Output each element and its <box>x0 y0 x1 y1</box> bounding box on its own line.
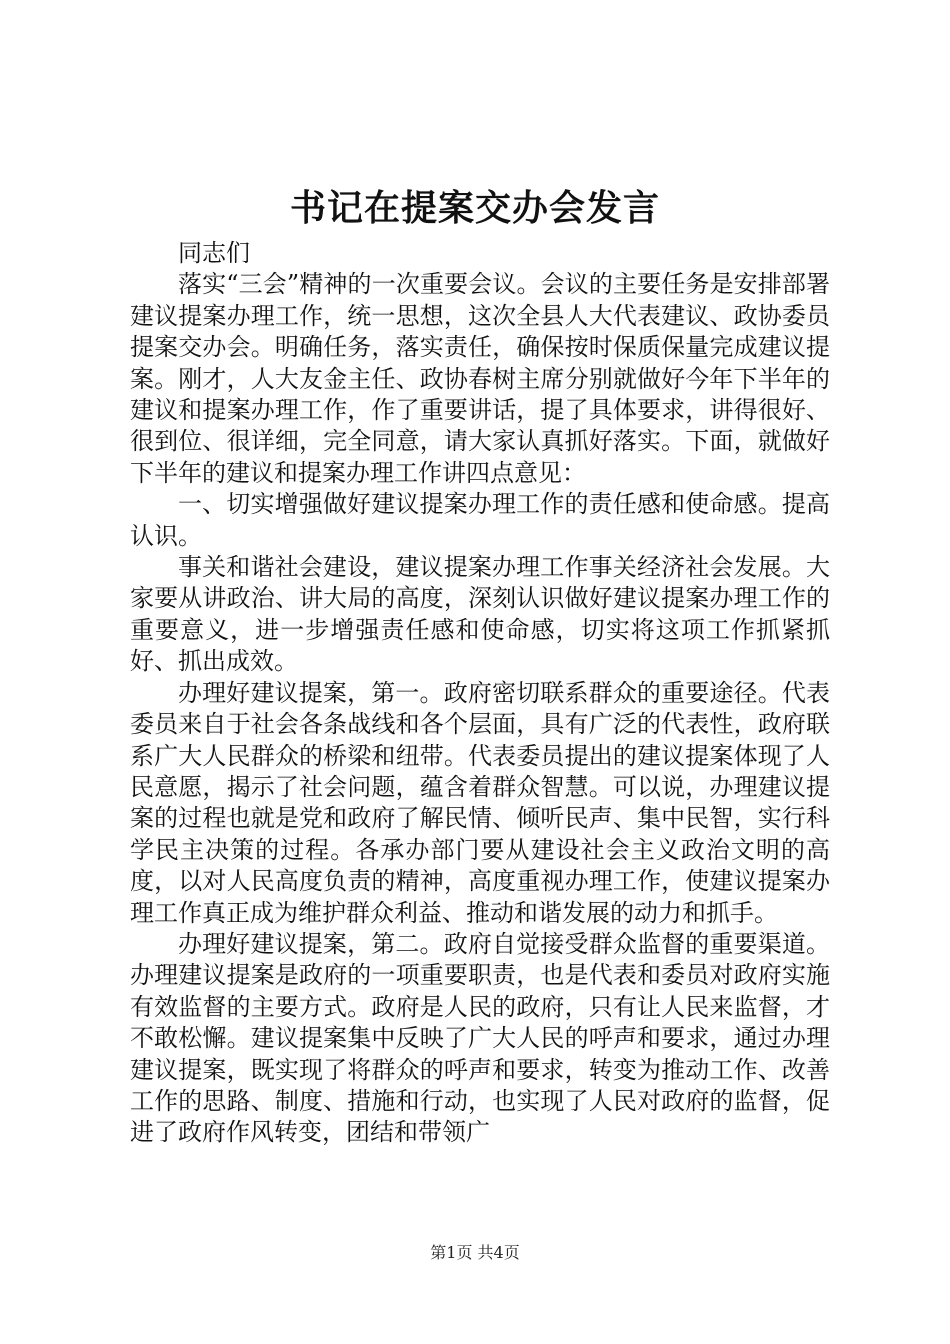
document-title: 书记在提案交办会发言 <box>289 187 660 229</box>
paragraph-intro: 落实“三会”精神的一次重要会议。会议的主要任务是安排部署建议提案办理工作，统一思想，这次全县人大代表建议、政协委员提案交办会。明确任务，落实责任，确保按时保质保量完成建议提案。刚才，人大友金主任、政协春树主席分别就做好今年下半年的建议和提案办理工作，作了重要讲话，提了具体要求，讲得很好、很到位、很详细，完全同意，请大家认真抓好落实。下面，就做好下半年的建议和提案办理工作讲四点意见： <box>130 270 830 487</box>
paragraph-salutation: 同志们 <box>178 239 250 267</box>
page-number-footer: 第1页 共4页 <box>430 1243 520 1262</box>
paragraph-section-one-body: 事关和谐社会建设，建议提案办理工作事关经济社会发展。大家要从讲政治、讲大局的高度，深刻认识做好建议提案办理工作的重要意义，进一步增强责任感和使命感，切实将这项工作抓紧抓好、抓出成效。 <box>130 553 830 676</box>
paragraph-point-one: 办理好建议提案，第一。政府密切联系群众的重要途径。代表委员来自于社会各条战线和各个层面，具有广泛的代表性，政府联系广大人民群众的桥梁和纽带。代表委员提出的建议提案体现了人民意愿，揭示了社会问题，蕴含着群众智慧。可以说，办理建议提案的过程也就是党和政府了解民情、倾听民声、集中民智，实行科学民主决策的过程。各承办部门要从建设社会主义政治文明的高度，以对人民高度负责的精神，高度重视办理工作，使建议提案办理工作真正成为维护群众利益、推动和谐发展的动力和抓手。 <box>130 678 830 927</box>
paragraph-point-two: 办理好建议提案，第二。政府自觉接受群众监督的重要渠道。办理建议提案是政府的一项重要职责，也是代表和委员对政府实施有效监督的主要方式。政府是人民的政府，只有让人民来监督，才不敢松懈。建议提案集中反映了广大人民的呼声和要求，通过办理建议提案，既实现了将群众的呼声和要求，转变为推动工作、改善工作的思路、制度、措施和行动，也实现了人民对政府的监督，促进了政府作风转变，团结和带领广 <box>130 929 830 1147</box>
paragraph-section-one-heading: 一、切实增强做好建议提案办理工作的责任感和使命感。提高认识。 <box>130 490 830 550</box>
document-body <box>130 238 830 1149</box>
